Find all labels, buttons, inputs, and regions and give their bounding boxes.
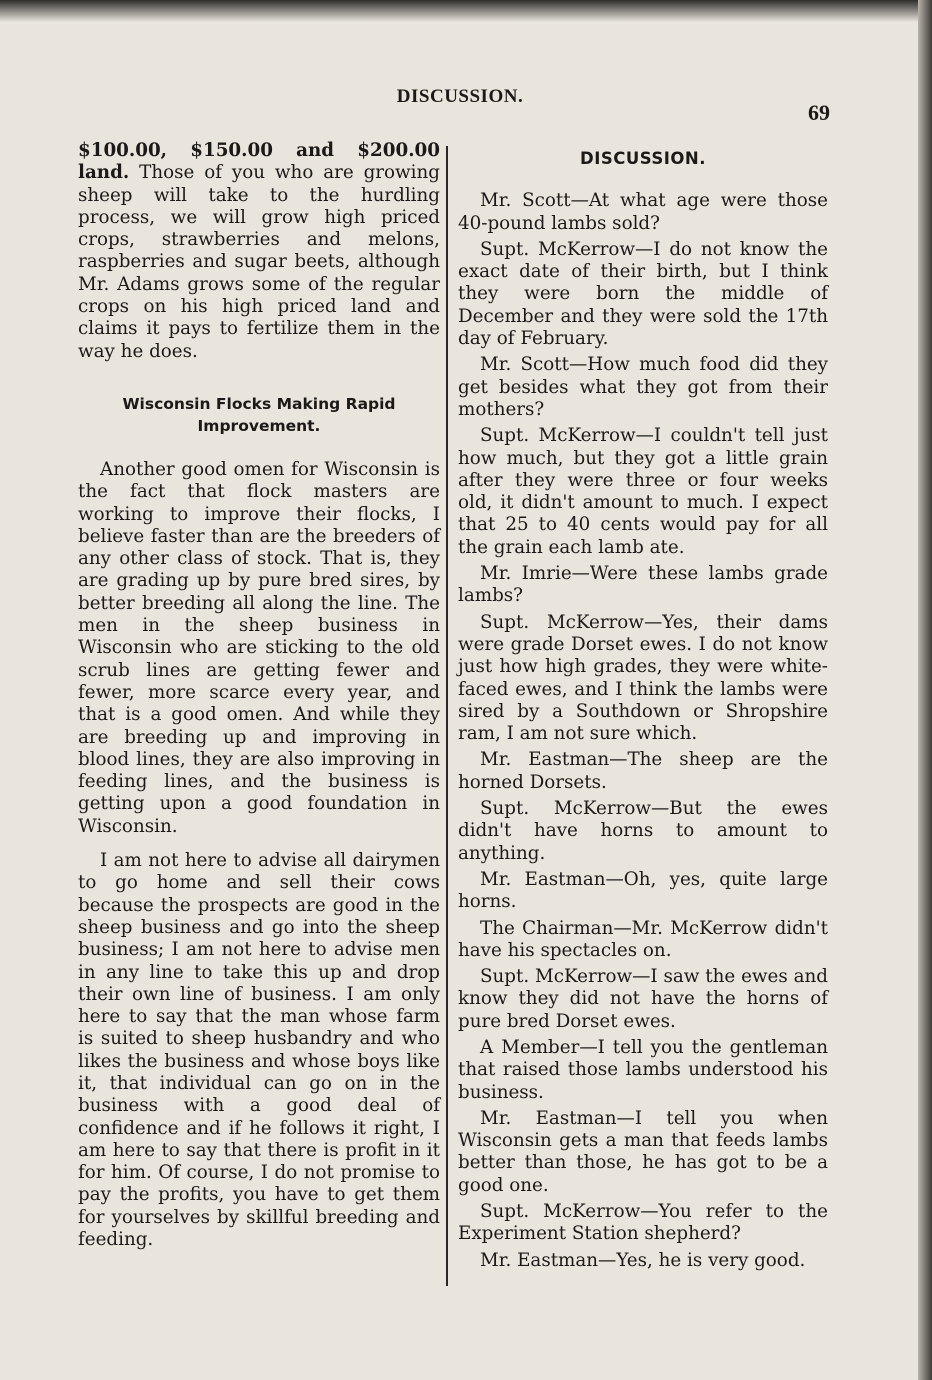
discussion-heading: DISCUSSION.	[580, 149, 706, 168]
exchange-paragraph: Supt. McKerrow—I do not know the exact date of their birth, but I think they were born the middle of December and they were sold the 17th day of February.	[458, 238, 828, 350]
intro-rest-text: Those of you who are growing sheep will take to the hurdling process, we will grow high priced crops, strawberries and melons, raspberries and sugar beets, although Mr. Adams grows some of the regular crops on his high priced land and claims it pays to fertilize them in the way he does.	[78, 162, 440, 362]
exchange-paragraph: Mr. Scott—At what age were those 40-pound lambs sold?	[458, 190, 828, 234]
exchange-paragraph: Mr. Eastman—The sheep are the horned Dorsets.	[458, 749, 828, 793]
exchange-paragraph: Supt. McKerrow—But the ewes didn't have horns to amount to anything.	[458, 798, 828, 864]
page-edge-shadow-top	[0, 0, 932, 22]
exchange-paragraph: Supt. McKerrow—I couldn't tell just how much, but they got a little grain after they were three or four weeks old, it didn't amount to much. I expect that 25 to 40 cents would pay for all the grain each lamb ate.	[458, 425, 828, 558]
exchange-paragraph: Mr. Eastman—I tell you when Wisconsin gets a man that feeds lambs better than those, he has got to be a good one.	[458, 1107, 828, 1196]
section-heading: Wisconsin Flocks Making Rapid Improvement.	[122, 394, 396, 435]
exchange-paragraph: Supt. McKerrow—You refer to the Experiment Station shepherd?	[458, 1201, 828, 1245]
intro-paragraph	[78, 140, 440, 363]
body-paragraph-2: I am not here to advise all dairymen to go home and sell their cows because the prospects are good in the sheep business and go into the sheep business; I am not here to advise men in any line to take this up and drop their own line of business. I am only here to say that the man whose farm is suited to sheep husbandry and who likes the business and whose boys like it, that individual can go on in the business with a good deal of confidence and if he follows it right, I am here to say that there is profit in it for him. Of course, I do not promise to pay the profits, you have to get them for yourselves by skillful breeding and feeding.	[78, 850, 440, 1251]
left-column	[78, 140, 440, 1251]
exchange-paragraph: Mr. Scott—How much food did they get besides what they got from their mothers?	[458, 354, 828, 420]
exchange-paragraph: Mr. Eastman—Oh, yes, quite large horns.	[458, 868, 828, 913]
page-number: 69	[808, 100, 830, 125]
running-head: DISCUSSION.	[396, 86, 524, 107]
exchange-paragraph: A Member—I tell you the gentleman that raised those lambs understood his business.	[458, 1036, 828, 1103]
exchange-paragraph: The Chairman—Mr. McKerrow didn't have his spectacles on.	[458, 917, 828, 961]
exchange-paragraph: Supt. McKerrow—I saw the ewes and know they did not have the horns of pure bred Dorset ewes.	[458, 966, 828, 1032]
exchange-paragraph: Supt. McKerrow—Yes, their dams were grade Dorset ewes. I do not know just how high grades, they were white-faced ewes, and I think the lambs were sired by a Southdown or Shropshire ram, I am not sure which.	[458, 611, 828, 745]
exchange-paragraph: Mr. Imrie—Were these lambs grade lambs?	[458, 563, 828, 607]
column-divider	[446, 146, 448, 1286]
right-column	[458, 148, 828, 1272]
intro-lead-text: $100.00, $150.00 and $200.00 land.	[78, 140, 440, 184]
body-paragraph-1: Another good omen for Wisconsin is the fact that flock masters are working to improve their flocks, I believe faster than are the breeders of any other class of stock. That is, they are grading up by pure bred sires, by better breeding all along the line. The men in the sheep business in Wisconsin who are sticking to the old scrub lines are getting fewer and fewer, more scarce every year, and that is a good omen. And while they are breeding up and improving in blood lines, they are also improving in feeding lines, and the business is getting upon a good foundation in Wisconsin.	[78, 458, 440, 837]
page-edge-shadow-right	[918, 0, 932, 1380]
exchange-paragraph: Mr. Eastman—Yes, he is very good.	[480, 1249, 806, 1271]
